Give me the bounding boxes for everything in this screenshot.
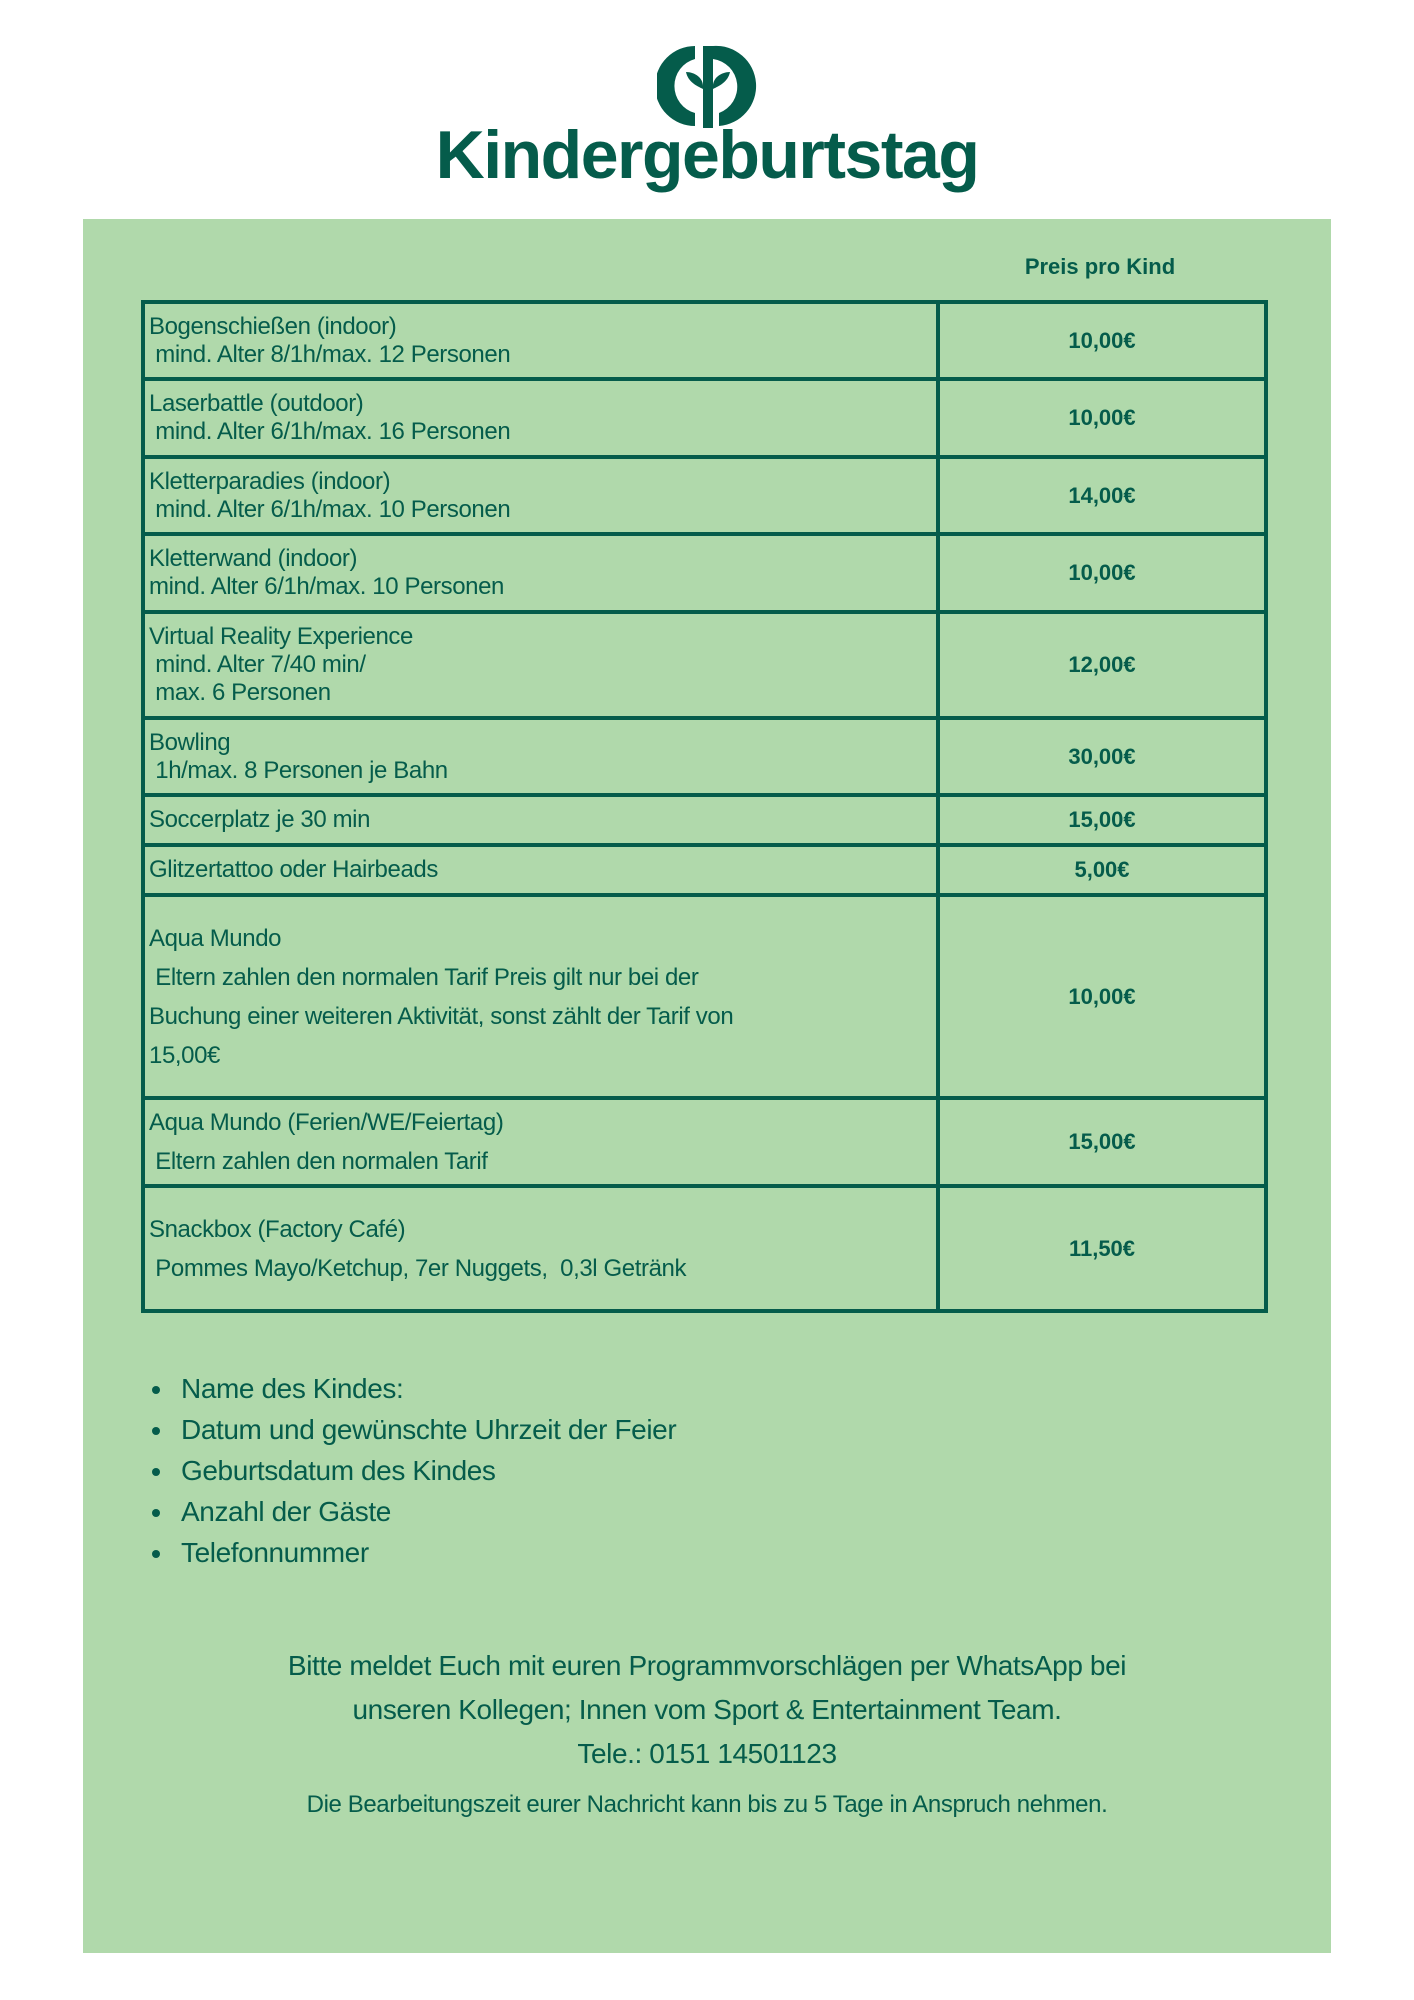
price-column-header: Preis pro Kind	[1024, 254, 1176, 279]
required-info-item: • Datum und gewünschte Uhrzeit der Feier	[175, 1409, 676, 1450]
price-table	[141, 300, 1268, 1313]
activity-name: Aqua Mundo (Ferien/WE/Feiertag)	[149, 1109, 504, 1136]
table-row	[143, 795, 1266, 845]
price-cell: 10,00€	[938, 895, 1266, 1098]
contact-instructions	[83, 1644, 1331, 1776]
contact-phone: Tele.: 0151 14501123	[577, 1738, 837, 1769]
required-info-item: • Telefonnummer	[175, 1532, 676, 1573]
price-cell: 5,00€	[938, 845, 1266, 895]
table-row	[143, 612, 1266, 718]
required-info-item: • Geburtsdatum des Kindes	[175, 1450, 676, 1491]
price-cell: 10,00€	[938, 534, 1266, 612]
price-cell: 30,00€	[938, 718, 1266, 795]
table-row	[143, 1186, 1266, 1311]
activity-detail: 1h/max. 8 Personen je Bahn	[149, 756, 448, 784]
activity-detail: mind. Alter 8/1h/max. 12 Personen	[149, 340, 511, 368]
table-row	[143, 302, 1266, 379]
activity-detail: mind. Alter 6/1h/max. 10 Personen	[149, 573, 505, 600]
price-cell: 12,00€	[938, 612, 1266, 718]
activity-detail: Eltern zahlen den normalen Tarif Preis gilt nur bei der Buchung einer weiteren Aktivität, sonst zählt der Tarif von 15,00€	[149, 963, 734, 1069]
activity-cell	[143, 845, 938, 895]
activity-name: Kletterparadies (indoor)	[149, 467, 391, 495]
activity-cell	[143, 302, 938, 379]
table-row	[143, 895, 1266, 1098]
activity-cell	[143, 612, 938, 718]
table-row	[143, 845, 1266, 895]
activity-detail: mind. Alter 6/1h/max. 10 Personen	[149, 495, 511, 523]
activity-cell	[143, 379, 938, 457]
processing-time-note: Die Bearbeitungszeit eurer Nachricht kann bis zu 5 Tage in Anspruch nehmen.	[306, 1791, 1108, 1818]
activity-name: Snackbox (Factory Café)	[149, 1215, 406, 1243]
activity-detail: mind. Alter 6/1h/max. 16 Personen	[149, 418, 511, 445]
price-cell: 15,00€	[938, 1098, 1266, 1186]
activity-name: Soccerplatz je 30 min	[149, 806, 371, 833]
required-info-item: • Anzahl der Gäste	[175, 1491, 676, 1532]
activity-cell	[143, 1186, 938, 1311]
activity-name: Kletterwand (indoor)	[149, 545, 358, 572]
contact-line-1: Bitte meldet Euch mit euren Programmvorschlägen per WhatsApp bei	[287, 1650, 1127, 1681]
activity-name: Bowling	[149, 728, 231, 756]
activity-cell	[143, 534, 938, 612]
price-cell: 15,00€	[938, 795, 1266, 845]
activity-cell	[143, 718, 938, 795]
table-row	[143, 534, 1266, 612]
contact-line-2: unseren Kollegen; Innen vom Sport & Entertainment Team.	[352, 1694, 1062, 1725]
activity-name: Virtual Reality Experience	[149, 623, 413, 650]
activity-detail: mind. Alter 7/40 min/ max. 6 Personen	[155, 651, 366, 706]
price-cell: 10,00€	[938, 379, 1266, 457]
activity-name: Aqua Mundo	[149, 924, 282, 952]
table-row	[143, 718, 1266, 795]
table-row	[143, 1098, 1266, 1186]
activity-cell	[143, 457, 938, 534]
price-cell: 11,50€	[938, 1186, 1266, 1311]
price-cell: 10,00€	[938, 302, 1266, 379]
activity-cell	[143, 1098, 938, 1186]
table-row	[143, 379, 1266, 457]
activity-name: Bogenschießen (indoor)	[149, 312, 397, 340]
activity-cell	[143, 895, 938, 1098]
page-title: Kindergeburtstag	[435, 117, 979, 193]
activity-name: Laserbattle (outdoor)	[149, 390, 364, 417]
activity-name: Glitzertattoo oder Hairbeads	[149, 856, 438, 883]
activity-cell	[143, 795, 938, 845]
activity-detail: Eltern zahlen den normalen Tarif	[149, 1148, 488, 1175]
activity-detail: Pommes Mayo/Ketchup, 7er Nuggets, 0,3l Getränk	[149, 1254, 687, 1282]
required-info-item: • Name des Kindes:	[175, 1368, 676, 1409]
required-info-list	[146, 1368, 676, 1573]
table-row	[143, 457, 1266, 534]
price-cell: 14,00€	[938, 457, 1266, 534]
